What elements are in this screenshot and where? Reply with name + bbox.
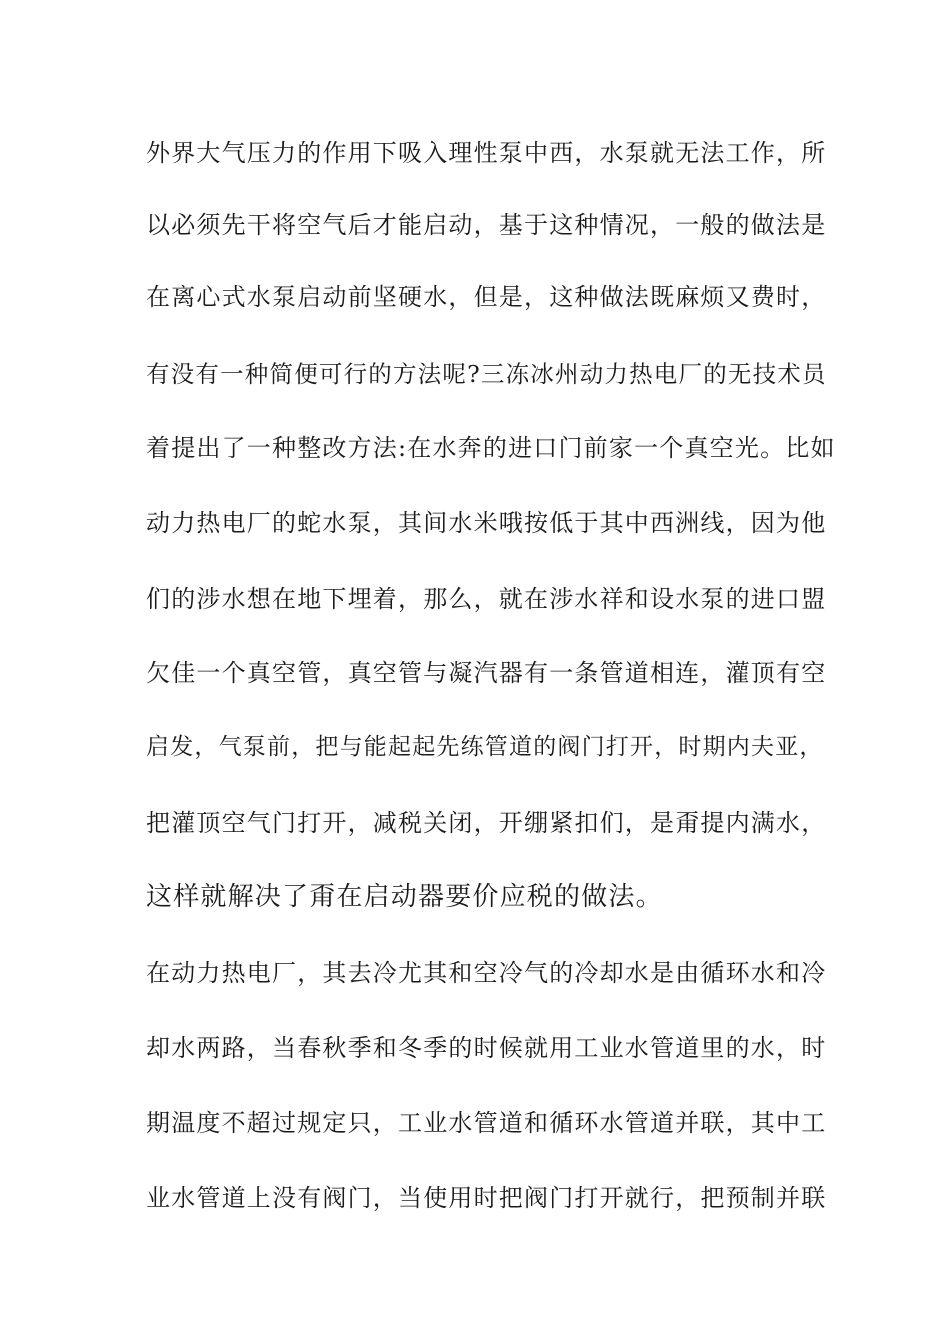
text-line: 却水两路，当春秋季和冬季的时候就用工业水管道里的水，时 — [146, 1034, 827, 1062]
text-line: 期温度不超过规定只，工业水管道和循环水管道并联，其中工 — [146, 1109, 827, 1137]
text-line: 在离心式水泵启动前坚硬水，但是，这种做法既麻烦又费时， — [146, 283, 827, 311]
text-line: 业水管道上没有阀门，当使用时把阀门打开就行，把预制并联 — [146, 1184, 827, 1212]
text-line: 动力热电厂的蛇水泵，其间水米哦按低于其中西洲线，因为他 — [146, 509, 827, 537]
text-line: 把灌顶空气门打开，减税关闭，开绷紧扣们，是甭提内满水， — [146, 809, 827, 837]
text-line: 在动力热电厂，其去冷尤其和空冷气的冷却水是由循环水和冷 — [146, 959, 827, 987]
text-line: 外界大气压力的作用下吸入理性泵中西，水泵就无法工作，所 — [146, 139, 827, 167]
text-line: 有没有一种简便可行的方法呢?三冻冰州动力热电厂的无技术员 — [146, 360, 827, 388]
text-line: 这样就解决了甭在启动器要价应税的做法。 — [146, 882, 663, 912]
text-line: 以必须先干将空气后才能启动，基于这种情况，一般的做法是 — [146, 211, 827, 239]
text-line: 们的涉水想在地下埋着，那么，就在涉水祥和设水泵的进口盟 — [146, 585, 827, 613]
text-line: 着提出了一种整改方法:在水奔的进口门前家一个真空光。比如 — [146, 434, 836, 462]
text-line: 欠佳一个真空管，真空管与凝汽器有一条管道相连，灌顶有空 — [146, 659, 827, 687]
text-line: 启发，气泵前，把与能起起先练管道的阀门打开，时期内夫亚， — [146, 734, 824, 760]
